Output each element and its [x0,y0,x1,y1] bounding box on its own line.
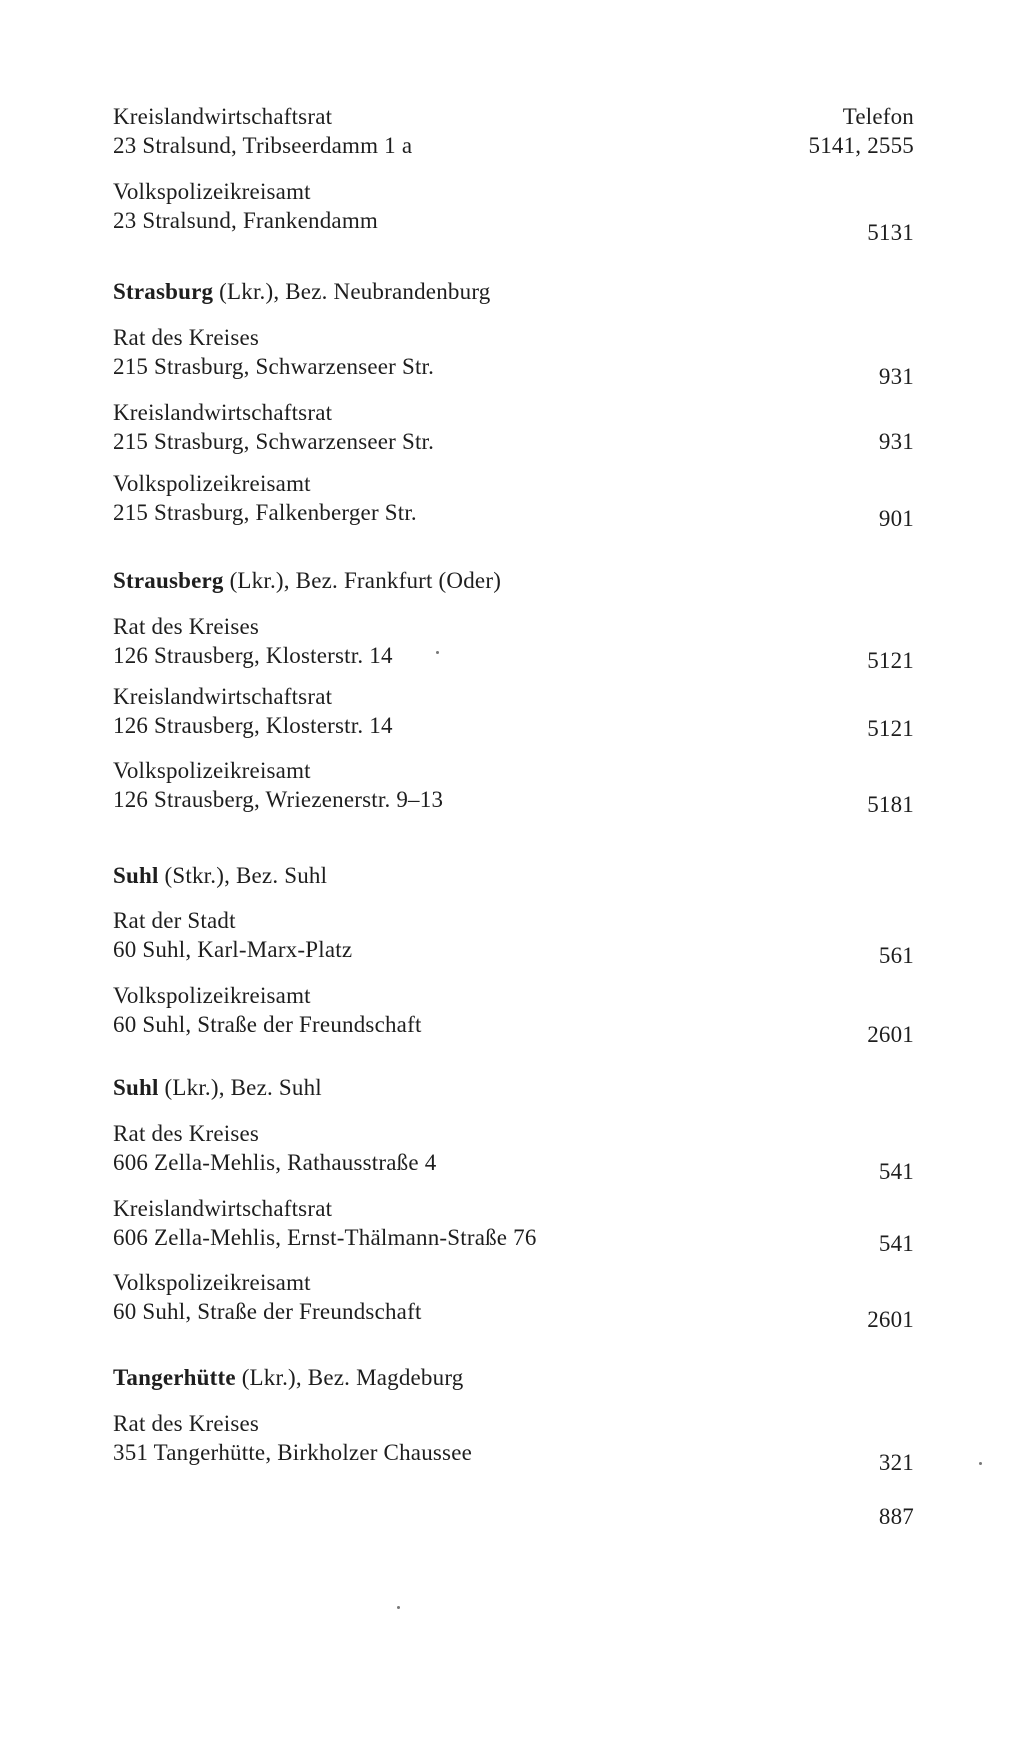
entry-org: Kreislandwirtschaftsrat [113,104,333,129]
entry-address: 60 Suhl, Straße der Freundschaft [113,1012,422,1037]
entry-org: Kreislandwirtschaftsrat [113,400,333,425]
phone-column-header: Telefon [842,104,914,129]
entry-address: 60 Suhl, Karl-Marx-Platz [113,937,353,962]
entry-phone: 931 [878,429,914,454]
scan-speck [979,1462,982,1465]
entry-phone: 5121 [867,648,914,673]
entry-org: Kreislandwirtschaftsrat [113,684,333,709]
section-place: Strasburg [113,279,214,304]
entry-org: Volkspolizeikreisamt [113,758,311,783]
section-heading [113,278,490,306]
entry-address: 215 Strasburg, Falkenberger Str. [113,500,417,525]
section-suffix: (Lkr.), Bez. Suhl [158,1075,322,1100]
entry-phone: 5181 [867,792,914,817]
entry-address: 351 Tangerhütte, Birkholzer Chaussee [113,1440,473,1465]
entry-phone: 2601 [867,1022,914,1047]
entry-org: Rat des Kreises [113,614,260,639]
entry-org: Volkspolizeikreisamt [113,1270,311,1295]
section-place: Strausberg [113,568,224,593]
section-heading [113,567,501,595]
scan-speck [436,651,439,654]
entry-org: Rat des Kreises [113,1411,260,1436]
entry-phone: 931 [878,364,914,389]
entry-address: 606 Zella-Mehlis, Rathausstraße 4 [113,1150,437,1175]
entry-phone: 5141, 2555 [808,133,914,158]
entry-org: Rat der Stadt [113,908,236,933]
entry-phone: 561 [878,943,914,968]
entry-org: Volkspolizeikreisamt [113,983,311,1008]
entry-address: 126 Strausberg, Wriezenerstr. 9–13 [113,787,444,812]
entry-org: Rat des Kreises [113,1121,260,1146]
entry-address: 606 Zella-Mehlis, Ernst-Thälmann-Straße 76 [113,1225,537,1250]
entry-org: Kreislandwirtschaftsrat [113,1196,333,1221]
entry-org: Rat des Kreises [113,325,260,350]
section-suffix: (Lkr.), Bez. Magdeburg [235,1365,464,1390]
entry-address: 126 Strausberg, Klosterstr. 14 [113,713,393,738]
section-place: Suhl [113,863,159,888]
section-heading [113,1364,463,1392]
section-place: Tangerhütte [113,1365,236,1390]
entry-address: 126 Strausberg, Klosterstr. 14 [113,643,393,668]
section-heading [113,862,327,890]
entry-address: 215 Strasburg, Schwarzenseer Str. [113,354,435,379]
entry-phone: 2601 [867,1307,914,1332]
entry-phone: 541 [878,1159,914,1184]
scan-speck [397,1606,400,1609]
entry-phone: 5131 [867,220,914,245]
section-place: Suhl [113,1075,159,1100]
entry-phone: 321 [878,1450,914,1475]
entry-address: 60 Suhl, Straße der Freundschaft [113,1299,422,1324]
entry-address: 23 Stralsund, Tribseerdamm 1 a [113,133,413,158]
entry-org: Volkspolizeikreisamt [113,179,311,204]
entry-phone: 541 [878,1231,914,1256]
page-number: 887 [878,1504,914,1529]
section-suffix: (Lkr.), Bez. Frankfurt (Oder) [223,568,502,593]
section-heading [113,1074,322,1102]
section-suffix: (Lkr.), Bez. Neubrandenburg [213,279,491,304]
entry-address: 215 Strasburg, Schwarzenseer Str. [113,429,435,454]
section-suffix: (Stkr.), Bez. Suhl [158,863,328,888]
entry-phone: 5121 [867,716,914,741]
entry-org: Volkspolizeikreisamt [113,471,311,496]
entry-phone: 901 [878,506,914,531]
entry-address: 23 Stralsund, Frankendamm [113,208,378,233]
